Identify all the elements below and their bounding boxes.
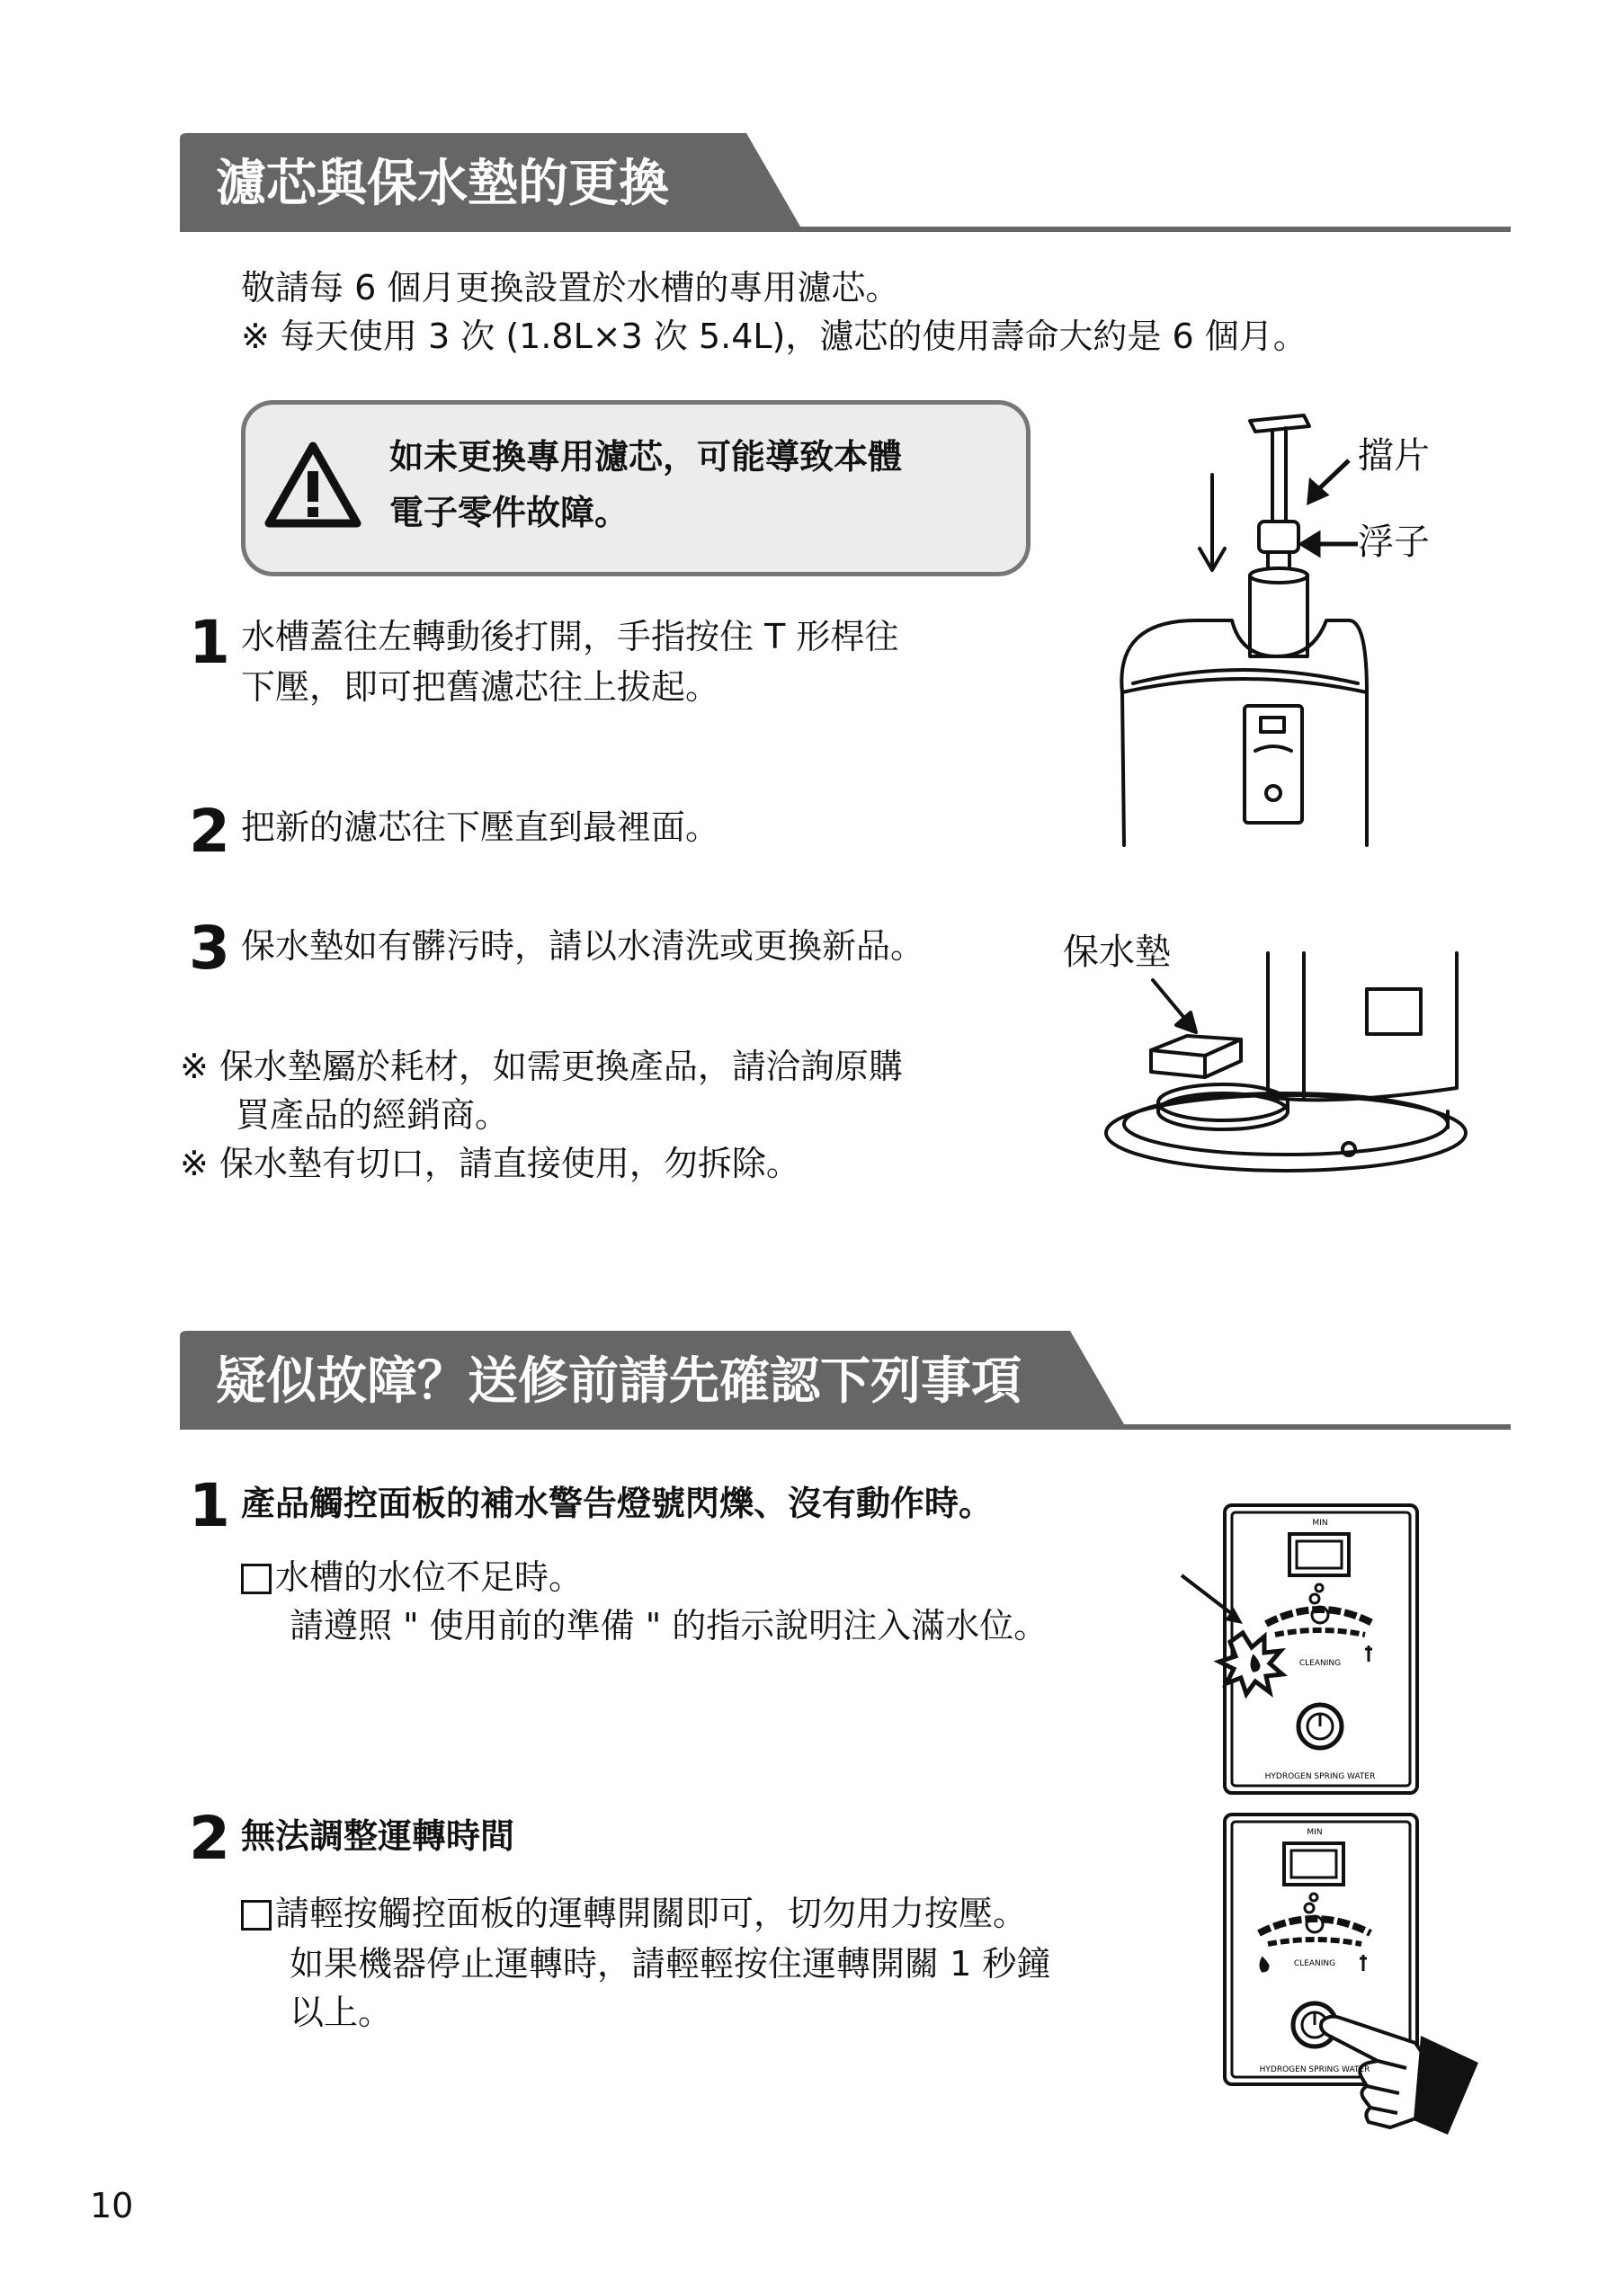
warning-triangle-icon (263, 441, 362, 531)
control-panel-press-illustration (1178, 1811, 1484, 2153)
section-header-filter (180, 133, 1511, 236)
intro-text: 敬請每 6 個月更換設置於水槽的專用濾芯。 (241, 268, 900, 308)
section-title: 疑似故障？送修前請先確認下列事項 (216, 1352, 1022, 1411)
item-title: 無法調整運轉時間 (241, 1816, 515, 1856)
panel-cleaning-label: CLEANING (1298, 1659, 1342, 1668)
panel-min-label: MIN (1312, 1519, 1328, 1528)
checkbox-icon (241, 1900, 272, 1931)
note-text: ※ 保水墊屬於耗材，如需更換產品，請洽詢原購 (180, 1047, 903, 1086)
float-label: 浮子 (1358, 522, 1430, 563)
item-detail: 請遵照 " 使用前的準備 " 的指示說明注入滿水位。 (290, 1606, 1048, 1645)
item-check-line (241, 1888, 1027, 1939)
step-number: 2 (189, 797, 230, 866)
warning-box (241, 400, 1031, 576)
step-text: 把新的濾芯往下壓直到最裡面。 (241, 807, 720, 847)
step-number: 1 (189, 608, 230, 677)
item-number: 2 (189, 1804, 230, 1873)
panel-brand-label: HYDROGEN SPRING WATER (1264, 1772, 1376, 1781)
page-number: 10 (90, 2186, 134, 2225)
step-text: 下壓，即可把舊濾芯往上拔起。 (241, 667, 720, 707)
intro-note: ※ 每天使用 3 次 (1.8L×3 次 5.4L)，濾芯的使用壽命大約是 6 個月。 (241, 317, 1307, 356)
checkbox-icon (241, 1564, 272, 1594)
panel-cleaning-label: CLEANING (1293, 1959, 1336, 1968)
step-number: 3 (189, 914, 230, 983)
step-text: 保水墊如有髒污時，請以水清洗或更換新品。 (241, 926, 925, 966)
note-text: ※ 保水墊有切口，請直接使用，勿拆除。 (180, 1144, 800, 1183)
pad-illustration (1097, 935, 1502, 1178)
panel-brand-label: HYDROGEN SPRING WATER (1259, 2065, 1370, 2074)
control-panel-warning-illustration (1178, 1502, 1466, 1798)
filter-illustration (1097, 396, 1493, 854)
warning-text-line2: 電子零件故障。 (389, 493, 629, 532)
note-text: 買產品的經銷商。 (236, 1095, 510, 1135)
item-check-line (241, 1552, 583, 1602)
item-title: 產品觸控面板的補水警告燈號閃爍、沒有動作時。 (241, 1484, 994, 1523)
warning-text-line1: 如未更換專用濾芯，可能導致本體 (389, 437, 903, 477)
step-text: 水槽蓋往左轉動後打開，手指按住 T 形桿往 (241, 617, 899, 656)
panel-min-label: MIN (1307, 1828, 1323, 1837)
section-header-troubleshooting (180, 1331, 1511, 1433)
stopper-label: 擋片 (1358, 435, 1430, 477)
item-number: 1 (189, 1471, 230, 1540)
item-detail: 如果機器停止運轉時，請輕輕按住運轉開關 1 秒鐘 (290, 1944, 1051, 1984)
item-detail: 以上。 (290, 1993, 393, 2032)
section-title: 濾芯與保水墊的更換 (216, 155, 669, 213)
item-check-text: 水槽的水位不足時。 (275, 1557, 584, 1597)
pad-label: 保水墊 (1063, 932, 1171, 973)
item-check-text: 請輕按觸控面板的運轉開關即可，切勿用力按壓。 (275, 1894, 1028, 1933)
